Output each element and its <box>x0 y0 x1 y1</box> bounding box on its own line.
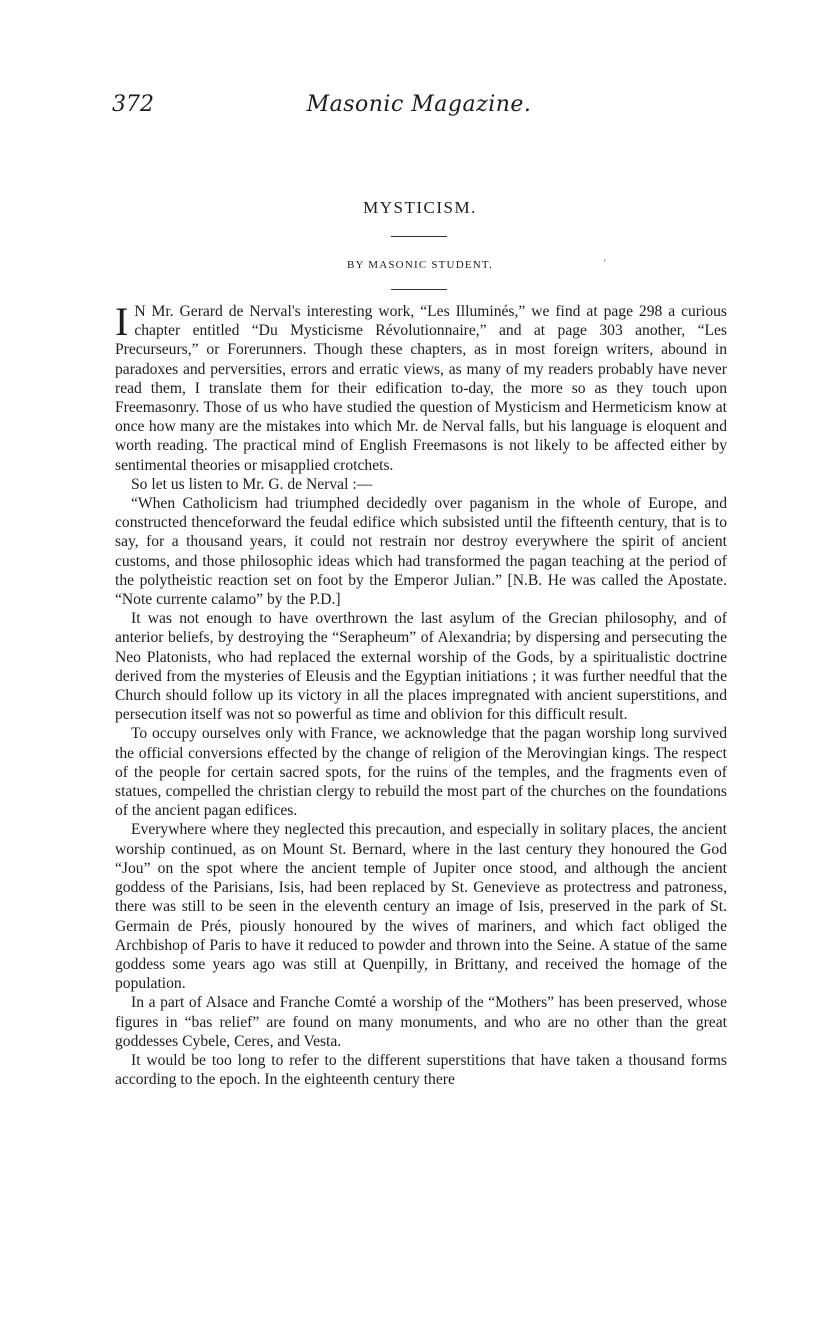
paragraph <box>115 299 727 475</box>
article-byline: BY MASONIC STUDENT. <box>347 259 493 271</box>
drop-cap: I <box>115 299 129 344</box>
paragraph: In a part of Alsace and Franche Comté a worship of the “Mothers” has been preserved, whose figures in “bas relief” are found on many monuments, and who are no other than the great goddesses Cybele, Ceres, and Vesta. <box>115 994 727 1050</box>
paragraph: To occupy ourselves only with France, we acknowledge that the pagan worship long survived the official conversions effected by the change of religion of the Merovingian kings. The respect of the people for certain sacred spots, for the ruins of the temples, and the fragments even of statues, compelled the christian clergy to rebuild the most part of the churches on the foundations of the ancient pagan edifices. <box>115 725 727 820</box>
paragraph: Everywhere where they neglected this precaution, and especially in solitary places, the ancient worship continued, as on Mount St. Bernard, where in the last century they honoured the God “Jou” on the spot where the ancient temple of Jupiter once stood, and although the ancient goddess of the Parisians, Isis, had been replaced by St. Genevieve as protectress and patroness, there was still to be seen in the eleventh century an image of Isis, preserved in the park of St. Germain de Prés, piously honoured by the wives of mariners, and which fact obliged the Archbishop of Paris to have it reduced to powder and thrown into the Seine. A statue of the same goddess some years ago was still at Quenpilly, in Brittany, and received the homage of the population. <box>115 821 727 993</box>
running-title: Masonic Magazine. <box>306 92 532 117</box>
title-divider <box>391 236 447 237</box>
paragraph: It was not enough to have overthrown the last asylum of the Grecian philosophy, and of anterior beliefs, by destroying the “Serapheum” of Alexandria; by dispersing and persecuting the Neo Platonists, who had replaced the external worship of the Gods, by a spiritualistic doctrine derived from the mysteries of Eleusis and the Egyptian initiations ; it was further needful that the Church should follow up its victory in all the places impregnated with ancient superstitions, and persecution itself was not so powerful as time and oblivion for this difficult result. <box>115 610 727 724</box>
page-header <box>112 92 726 122</box>
paragraph: It would be too long to refer to the different superstitions that have taken a thousand forms according to the epoch. In the eighteenth century there <box>115 1051 727 1089</box>
print-speck: ' <box>604 258 606 268</box>
paragraph: “When Catholicism had triumphed decidedly over paganism in the whole of Europe, and constructed thenceforward the feudal edifice which subsisted until the fifteenth century, that is to say, for a thousand years, it could not restrain nor destroy everywhere the spirit of ancient customs, and those philosophic ideas which had transformed the pagan teaching at the period of the polytheistic reaction set on foot by the Emperor Julian.” [N.B. He was called the Apostate. “Note currente calamo” by the P.D.] <box>115 495 727 609</box>
article-body <box>115 299 727 1089</box>
page-number: 372 <box>112 92 154 117</box>
paragraph: So let us listen to Mr. G. de Nerval :— <box>131 475 373 493</box>
paragraph-text: N Mr. Gerard de Nerval's interesting work, “Les Illuminés,” we find at page 298 a curious chapter entitled “Du Mysticisme Révolutionnaire,” and at page 303 another, “Les Precurseurs,” or Forerunners. Though these chapters, as in most foreign writers, abound in paradoxes and perversities, errors and erratic views, as many of my readers probably have never read them, I translate them for their edification to-day, the more so as they touch upon Freemasonry. Those of us who have studied the question of Mysticism and Hermeticism know at once how many are the mistakes into which Mr. de Nerval falls, but his language is eloquent and worth reading. The practical mind of English Freemasons is not likely to be affected either by sentimental theories or misapplied crotchets. <box>115 303 727 474</box>
byline-divider <box>391 289 447 290</box>
article-title: MYSTICISM. <box>363 198 477 217</box>
